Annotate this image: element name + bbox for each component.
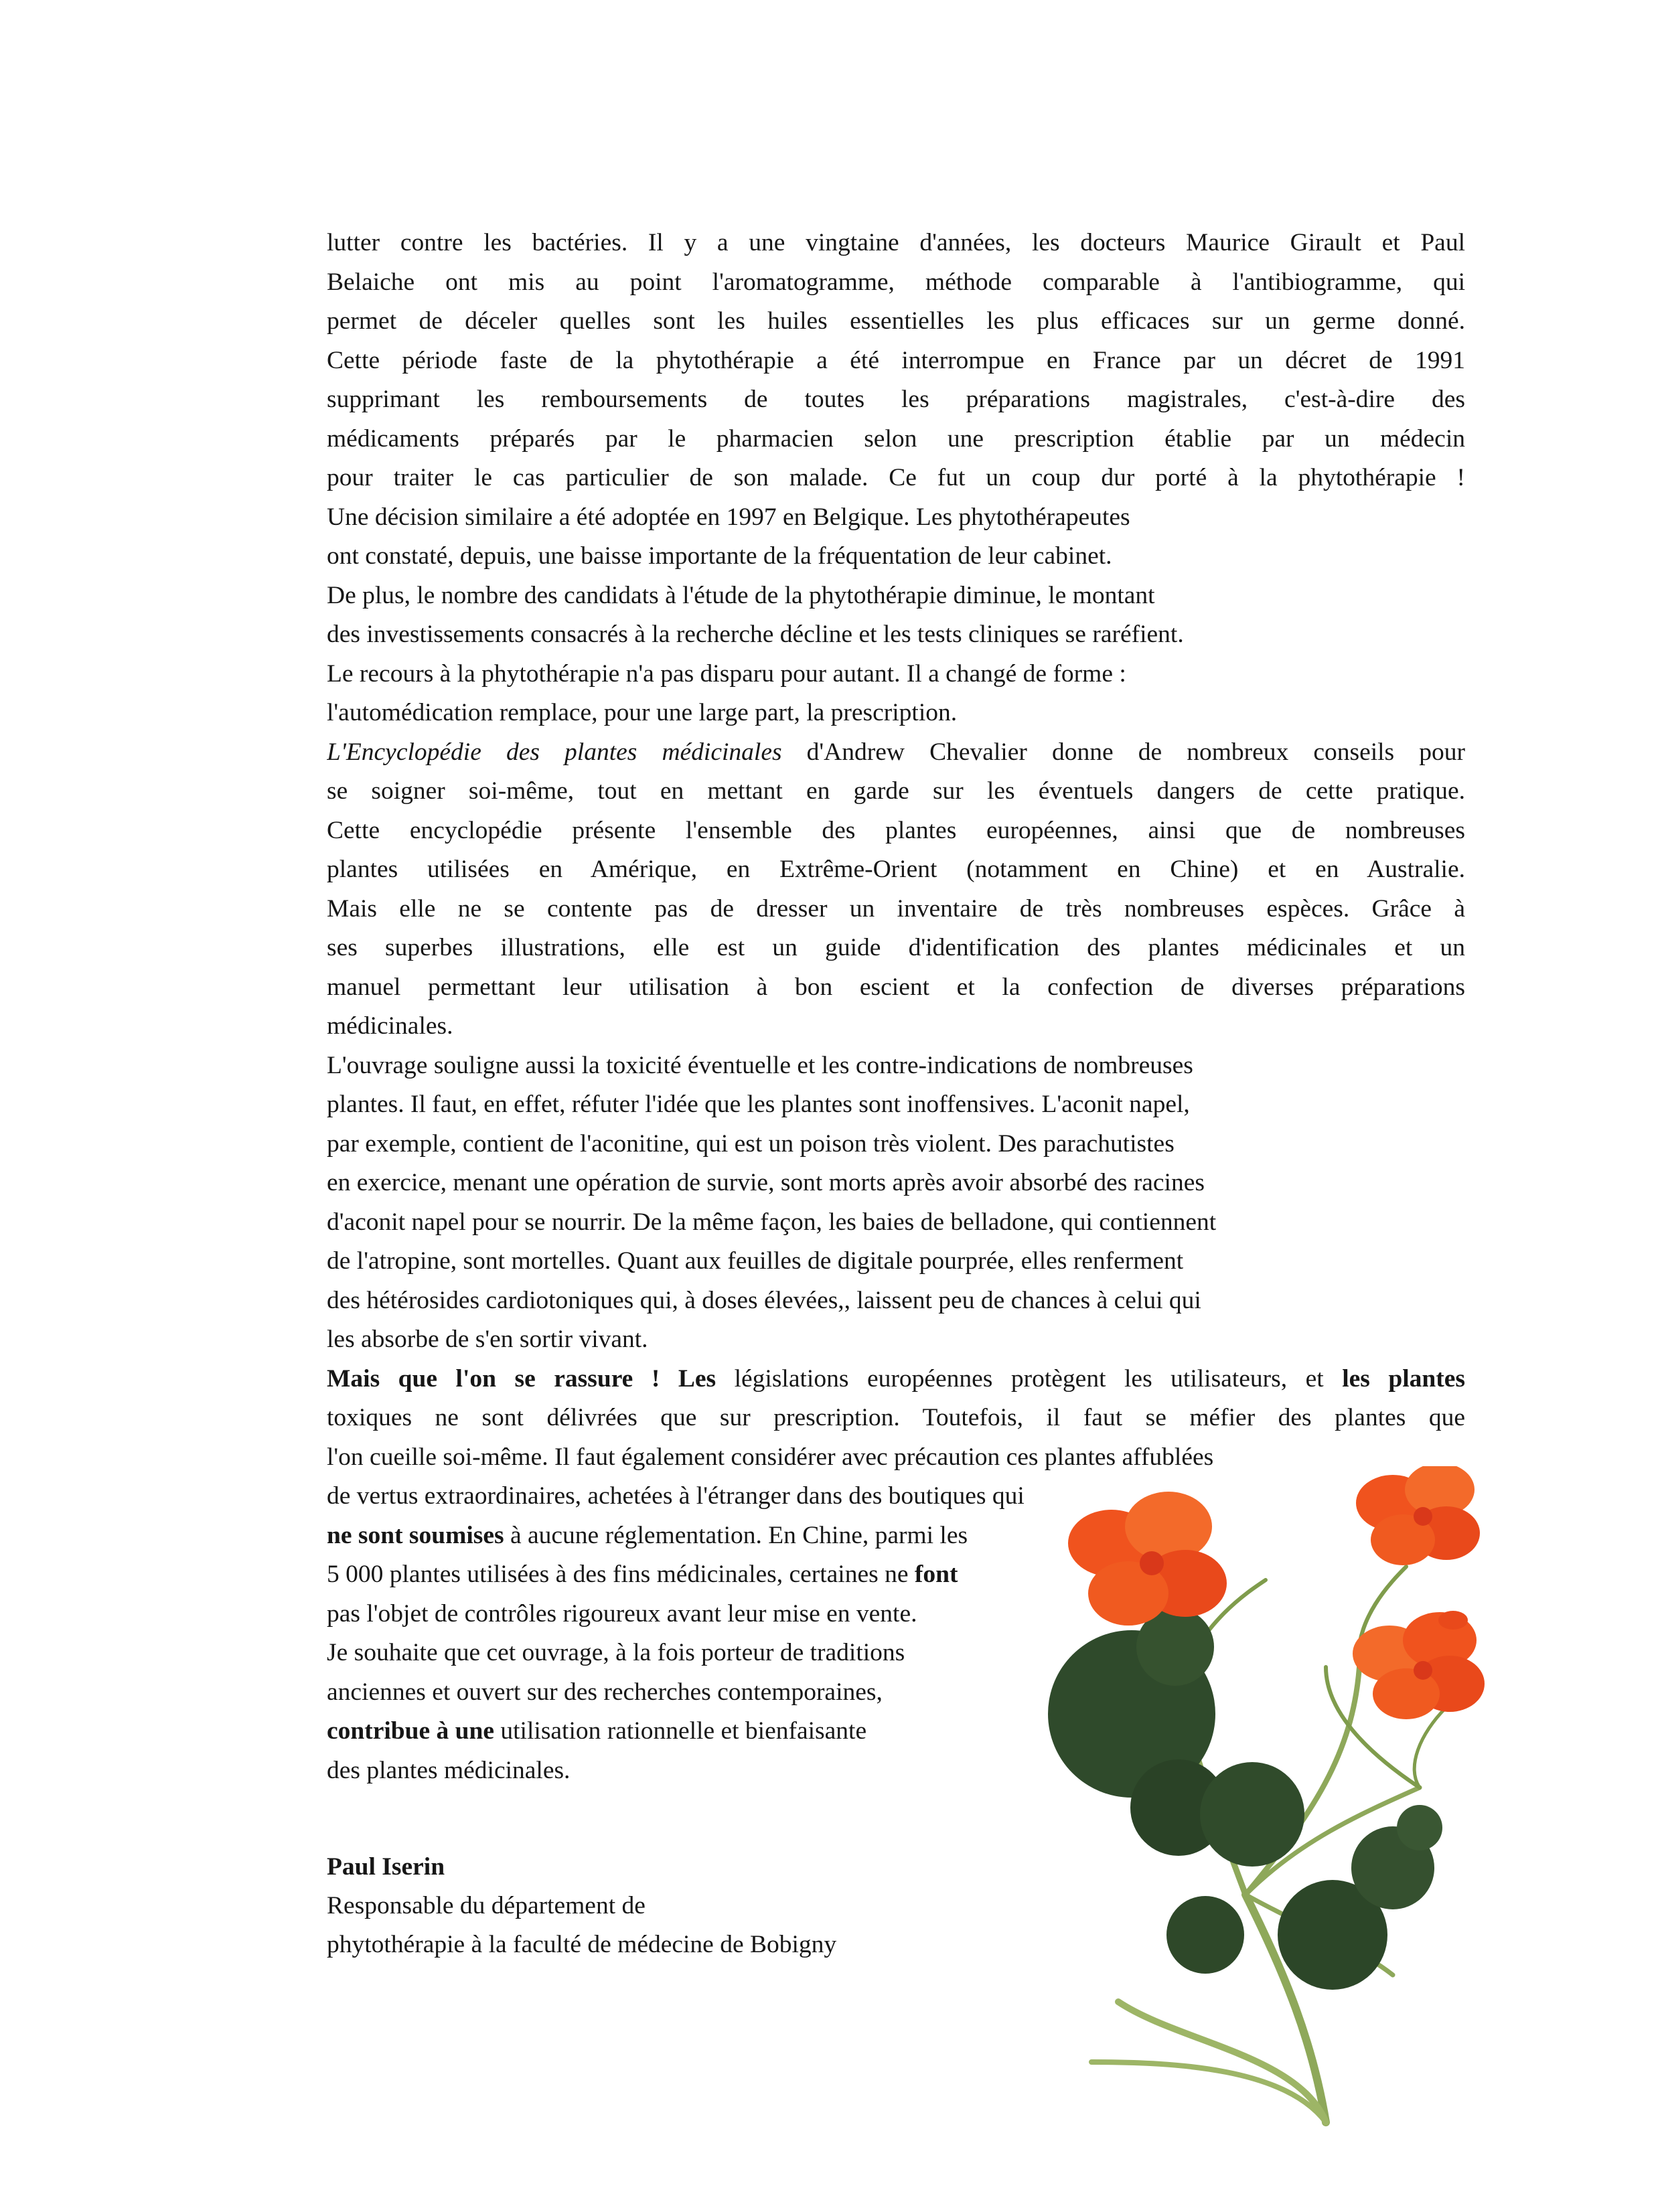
text-fragment: d'Andrew Chevalier donne de nombreux conseils pour <box>781 738 1465 766</box>
text-line: l'automédication remplace, pour une large part, la prescription. <box>327 699 958 726</box>
text-line: toxiques ne sont délivrées que sur prescription. Toutefois, il faut se méfier des plantes que <box>327 1404 1465 1431</box>
text-line: Une décision similaire a été adoptée en 1997 en Belgique. Les phytothérapeutes <box>327 503 1130 531</box>
text-fragment: utilisation rationnelle et bienfaisante <box>494 1717 867 1745</box>
text-line: plantes. Il faut, en effet, réfuter l'idée que les plantes sont inoffensives. L'aconit napel, <box>327 1091 1190 1118</box>
text-line: des plantes médicinales. <box>327 1756 571 1784</box>
flower-right <box>1356 1466 1480 1565</box>
text-line: Cette encyclopédie présente l'ensemble des plantes européennes, ainsi que de nombreuses <box>327 816 1465 844</box>
text-line: ont constaté, depuis, une baisse importante de la fréquentation de leur cabinet. <box>327 542 1112 570</box>
text-line: manuel permettant leur utilisation à bon escient et la confection de diverses préparations <box>327 973 1465 1001</box>
author-name: Paul Iserin <box>327 1853 445 1881</box>
text-line: Je souhaite que cet ouvrage, à la fois porteur de traditions <box>327 1639 905 1666</box>
flower-bud <box>1438 1611 1468 1630</box>
text-fragment: législations européennes protègent les utilisateurs, et <box>716 1364 1343 1393</box>
text-line: supprimant les remboursements de toutes les préparations magistrales, c'est-à-dire des <box>327 386 1465 413</box>
leaf-shape <box>1397 1805 1442 1850</box>
text-line: les absorbe de s'en sortir vivant. <box>327 1326 648 1353</box>
bold-phrase: font <box>914 1561 958 1588</box>
book-title: L'Encyclopédie des plantes médicinales <box>327 738 782 766</box>
text-line: Belaiche ont mis au point l'aromatogramme, méthode comparable à l'antibiogramme, qui <box>327 268 1465 296</box>
text-line: L'ouvrage souligne aussi la toxicité éventuelle et les contre-indications de nombreuses <box>327 1051 1193 1079</box>
text-line: Le recours à la phytothérapie n'a pas disparu pour autant. Il a changé de forme : <box>327 659 1126 688</box>
bold-phrase: ne sont soumises <box>327 1521 504 1549</box>
author-role: Responsable du département de <box>327 1892 646 1919</box>
text-line: se soigner soi-même, tout en mettant en garde sur les éventuels dangers de cette pratique. <box>327 777 1465 805</box>
text-line: Cette période faste de la phytothérapie a été interrompue en France par un décret de 1991 <box>327 346 1465 374</box>
text-line: médicaments préparés par le pharmacien selon une prescription établie par un médecin <box>327 424 1465 453</box>
text-line: des hétérosides cardiotoniques qui, à doses élevées,, laissent peu de chances à celui qui <box>327 1286 1201 1314</box>
text-line <box>327 1360 1465 1399</box>
text-line: anciennes et ouvert sur des recherches contemporaines, <box>327 1678 883 1706</box>
text-line: l'on cueille soi-même. Il faut également considérer avec précaution ces plantes affublées <box>327 1443 1214 1471</box>
text-fragment: 5 000 plantes utilisées à des fins médicinales, certaines ne <box>327 1561 915 1588</box>
text-line: d'aconit napel pour se nourrir. De la même façon, les baies de belladone, qui contiennent <box>327 1208 1217 1236</box>
flower-middle <box>1353 1612 1485 1719</box>
bold-phrase: Mais que l'on se rassure ! Les <box>327 1364 716 1393</box>
bold-phrase: les plantes <box>1342 1364 1465 1393</box>
text-line: de vertus extraordinaires, achetées à l'étranger dans des boutiques qui <box>327 1482 1025 1510</box>
text-line: par exemple, contient de l'aconitine, qui est un poison très violent. Des parachutistes <box>327 1129 1175 1158</box>
text-line: ses superbes illustrations, elle est un guide d'identification des plantes médicinales et un <box>327 934 1465 961</box>
text-line: pour traiter le cas particulier de son malade. Ce fut un coup dur porté à la phytothérapie ! <box>327 464 1465 491</box>
text-line: des investissements consacrés à la recherche décline et les tests cliniques se raréfient. <box>327 621 1184 648</box>
text-line: De plus, le nombre des candidats à l'étude de la phytothérapie diminue, le montant <box>327 581 1155 609</box>
bold-phrase: contribue à une <box>327 1717 495 1745</box>
flower-left <box>1068 1492 1227 1626</box>
leaf-shape <box>1166 1896 1244 1974</box>
text-line: en exercice, menant une opération de survie, sont morts après avoir absorbé des racines <box>327 1169 1205 1196</box>
text-line: plantes utilisées en Amérique, en Extrême-Orient (notamment en Chine) et en Australie. <box>327 856 1465 883</box>
text-line <box>327 733 1465 773</box>
nasturtium-illustration <box>1045 1466 1607 2136</box>
author-role: phytothérapie à la faculté de médecine de Bobigny <box>327 1931 837 1958</box>
text-line: Mais elle ne se contente pas de dresser un inventaire de très nombreuses espèces. Grâce à <box>327 894 1465 923</box>
text-fragment: à aucune réglementation. En Chine, parmi les <box>504 1521 968 1549</box>
text-line: médicinales. <box>327 1012 453 1040</box>
text-line: lutter contre les bactéries. Il y a une vingtaine d'années, les docteurs Maurice Girault et Paul <box>327 229 1465 256</box>
leaf-shape <box>1200 1762 1304 1867</box>
signature-block <box>327 1848 836 1964</box>
text-line: de l'atropine, sont mortelles. Quant aux feuilles de digitale pourprée, elles renferment <box>327 1247 1184 1275</box>
text-line: permet de déceler quelles sont les huiles essentielles les plus efficaces sur un germe donné. <box>327 307 1465 335</box>
text-line: pas l'objet de contrôles rigoureux avant leur mise en vente. <box>327 1599 917 1628</box>
